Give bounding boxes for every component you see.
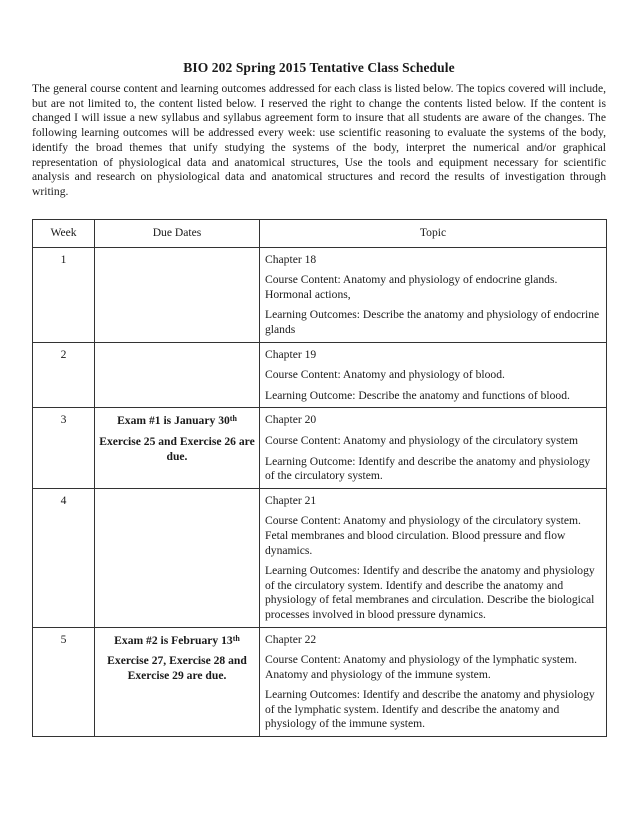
topic-cell — [260, 627, 607, 737]
header-due-dates: Due Dates — [95, 219, 260, 247]
course-content: Course Content: Anatomy and physiology of the circulatory system. Fetal membranes and blood circulation. Blood pressure and flow dynamics. — [265, 514, 581, 557]
exam-date — [99, 414, 255, 429]
learning-outcome: Learning Outcome: Identify and describe the anatomy and physiology of the circulatory system. — [265, 454, 591, 483]
due-assignment: Exercise 27, Exercise 28 and Exercise 29 are due. — [107, 654, 247, 682]
week-cell: 1 — [33, 247, 95, 342]
course-content: Course Content: Anatomy and physiology of the lymphatic system. Anatomy and physiology of the immune system. — [265, 653, 578, 681]
exam-date-suffix: th — [232, 633, 240, 643]
schedule-table — [32, 219, 607, 737]
exam-date — [99, 634, 255, 649]
topic-cell — [260, 408, 607, 488]
due-dates-cell — [95, 342, 260, 408]
table-row — [33, 408, 607, 488]
topic-cell — [260, 247, 607, 342]
exam-date-suffix: th — [229, 414, 237, 424]
learning-outcome: Learning Outcome: Describe the anatomy and functions of blood. — [265, 388, 570, 402]
exam-date-text: Exam #2 is February 13 — [114, 633, 233, 647]
due-assignment: Exercise 25 and Exercise 26 are due. — [99, 434, 255, 463]
due-dates-cell — [95, 247, 260, 342]
chapter-title: Chapter 19 — [265, 347, 317, 361]
document-page — [32, 60, 606, 737]
chapter-title: Chapter 22 — [265, 632, 317, 646]
table-row — [33, 627, 607, 737]
chapter-title: Chapter 21 — [265, 493, 317, 507]
page-title: BIO 202 Spring 2015 Tentative Class Schedule — [183, 60, 455, 75]
table-body — [33, 247, 607, 736]
topic-cell — [260, 342, 607, 408]
intro-paragraph: The general course content and learning outcomes addressed for each class is listed below. The topics covered will include, but are not limited to, the content listed below. I reserved the right to change the contents listed below. If the content is changed I will issue a new syllabus and syllabus agreement form to insure that all students are aware of the changes. The following learning outcomes will be addressed every week: use scientific reasoning to evaluate the systems of the body, identify the broad themes that unify studying the systems of the body, interpret the numerical and/or graphical representation of physiological data and anatomical structures, Use the tools and equipment necessary for scientific analysis and research on physiological data and anatomical structures and record the results of investigation through writing. — [32, 82, 606, 198]
course-content: Course Content: Anatomy and physiology of endocrine glands. Hormonal actions, — [265, 273, 558, 301]
due-dates-cell — [95, 408, 260, 488]
course-content: Course Content: Anatomy and physiology of the circulatory system — [265, 433, 578, 447]
week-cell: 3 — [33, 408, 95, 488]
header-week: Week — [33, 219, 95, 247]
week-cell: 5 — [33, 627, 95, 737]
due-dates-cell — [95, 488, 260, 627]
course-content: Course Content: Anatomy and physiology of blood. — [265, 368, 505, 382]
table-header-row — [33, 219, 607, 247]
week-cell: 2 — [33, 342, 95, 408]
header-topic: Topic — [260, 219, 607, 247]
table-row — [33, 247, 607, 342]
learning-outcome: Learning Outcomes: Describe the anatomy and physiology of endocrine glands — [265, 308, 600, 336]
learning-outcome: Learning Outcomes: Identify and describe the anatomy and physiology of the circulatory system. Identify and describe the anatomy and physiology of fetal membranes and circulation. Describe the biological processes involved in blood pressure dynamics. — [265, 564, 595, 621]
learning-outcome: Learning Outcomes: Identify and describe the anatomy and physiology of the lymphatic system. Identify and describe the anatomy and physiology of the immune system. — [265, 688, 595, 731]
chapter-title: Chapter 18 — [265, 252, 317, 266]
table-row — [33, 342, 607, 408]
exam-date-text: Exam #1 is January 30 — [117, 414, 230, 428]
topic-cell — [260, 488, 607, 627]
week-cell: 4 — [33, 488, 95, 627]
chapter-title: Chapter 20 — [265, 413, 317, 427]
due-dates-cell — [95, 627, 260, 737]
table-row — [33, 488, 607, 627]
